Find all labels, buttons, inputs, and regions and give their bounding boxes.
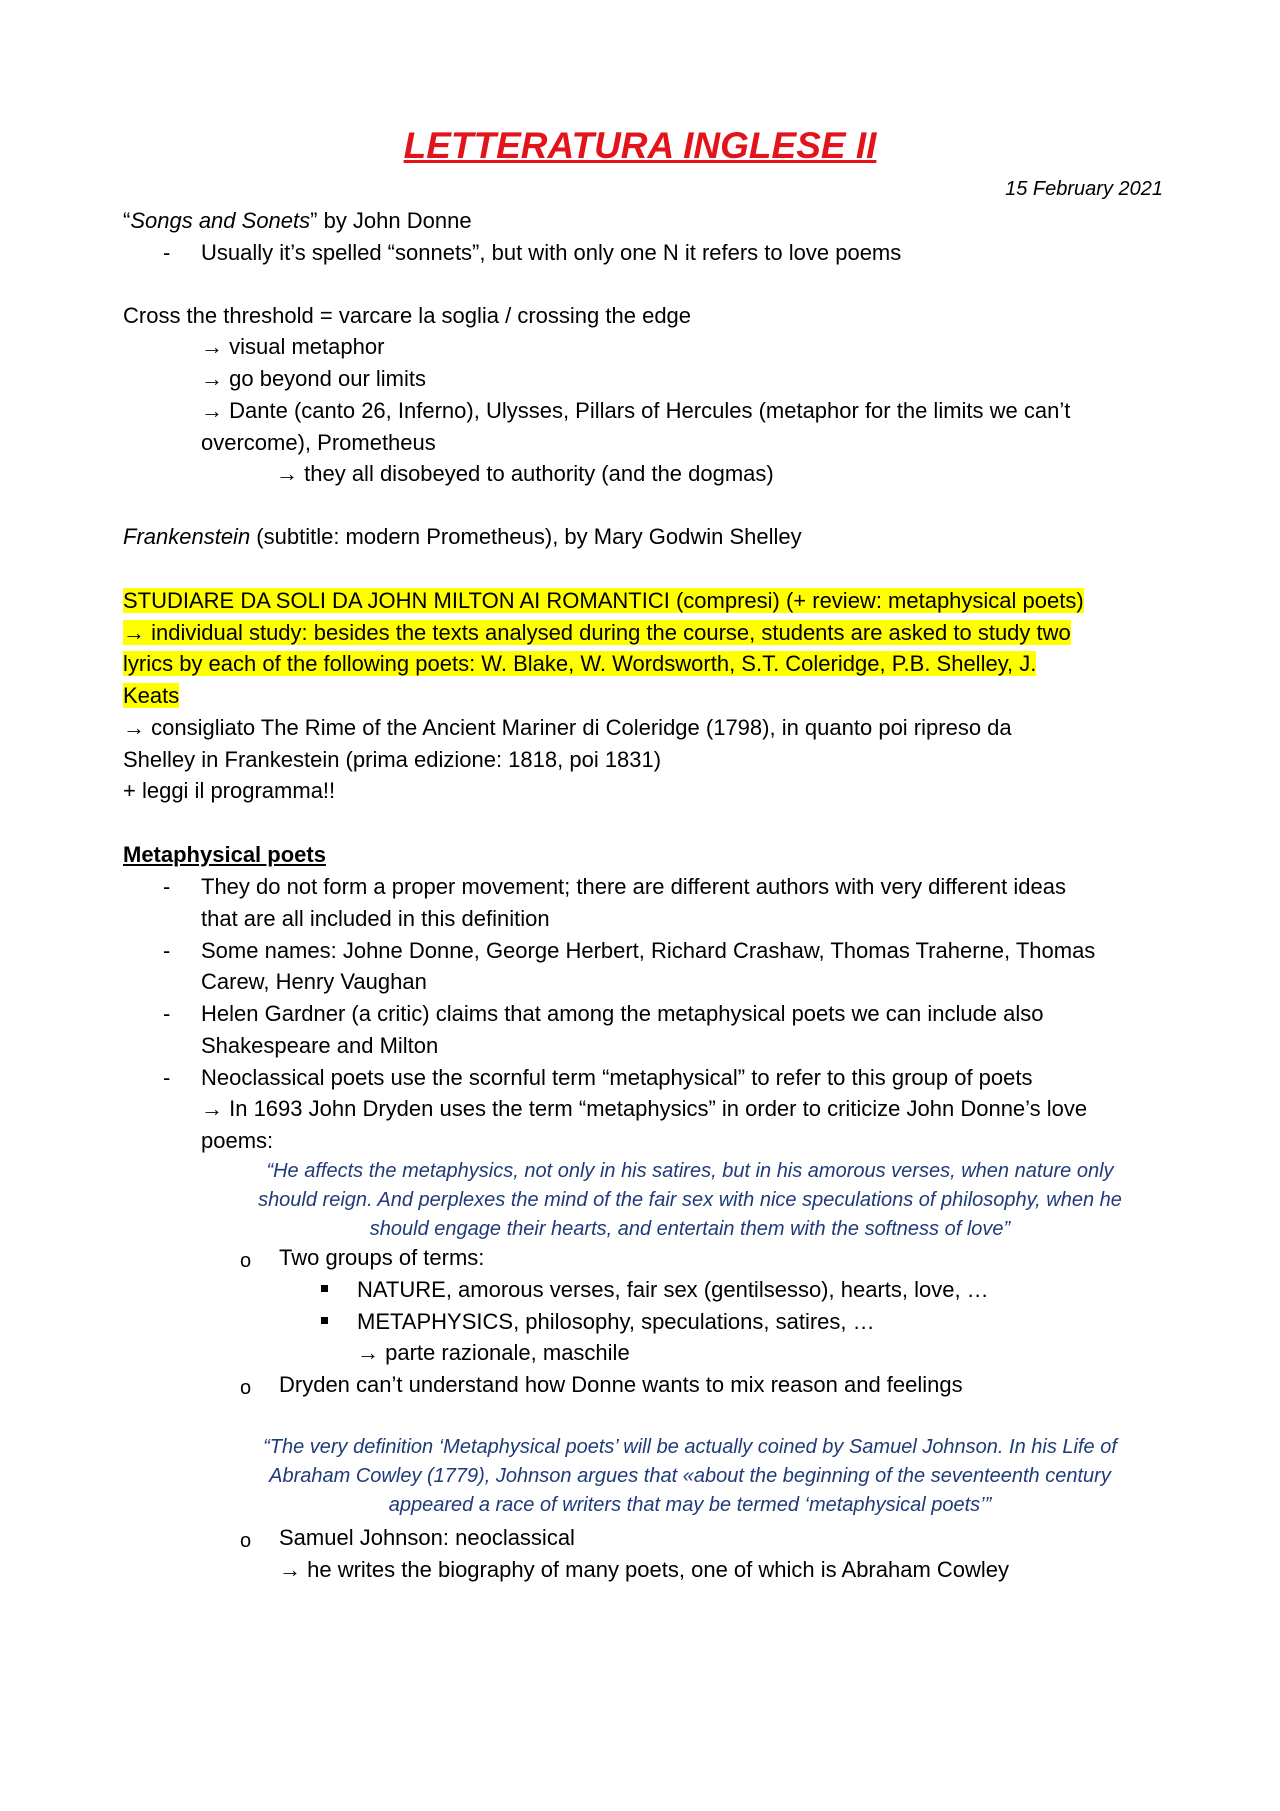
groups-label: Two groups of terms: (279, 1245, 485, 1270)
dash-bullet: - (163, 240, 171, 265)
square-bullet (321, 1285, 328, 1292)
page-title: LETTERATURA INGLESE II (403, 125, 877, 166)
frankenstein-line: Frankenstein (subtitle: modern Prometheus), by Mary Godwin Shelley (123, 524, 802, 549)
dash-bullet: - (163, 938, 171, 963)
dryden-quote: “He affects the metaphysics, not only in his satires, but in his amorous verses, when nature only should reign. And perplexes the mind of the fair sex with nice speculations of philosophy, when he should engage their hearts, and entertain them with the softness of love” (258, 1160, 1122, 1240)
bullet-line: Some names: Johne Donne, George Herbert, Richard Crashaw, Thomas Traherne, Thomas (201, 938, 1096, 963)
johnson-quote: “The very definition ‘Metaphysical poets’ will be actually coined by Samuel Johnson. In his Life of Abraham Cowley (1779), Johnson argues that «about the beginning of the seventeenth century appeared a race of writers that may be termed ‘metaphysical poets’” (263, 1436, 1117, 1516)
dryden-note: Dryden can’t understand how Donne wants to mix reason and feelings (279, 1372, 963, 1397)
threshold-item-continued: overcome), Prometheus (201, 430, 436, 455)
study-line: Shelley in Frankestein (prima edizione: 1818, poi 1831) (123, 747, 662, 772)
square-bullet (321, 1317, 328, 1324)
circle-bullet: o (240, 1377, 252, 1399)
dryden-line: poems: (201, 1128, 274, 1153)
songs-title: Songs and Sonets (130, 208, 311, 233)
dash-bullet: - (163, 874, 171, 899)
bullet-line: Shakespeare and Milton (201, 1033, 439, 1058)
johnson-sub: → he writes the biography of many poets, one of which is Abraham Cowley (279, 1557, 1010, 1582)
dryden-line: → In 1693 John Dryden uses the term “metaphysics” in order to criticize John Donne’s love (201, 1096, 1088, 1121)
johnson-line: Samuel Johnson: neoclassical (279, 1525, 575, 1550)
study-highlight-line: → individual study: besides the texts analysed during the course, students are asked to study two (123, 620, 1071, 645)
bullet-line: that are all included in this definition (201, 906, 550, 931)
dash-bullet: - (163, 1001, 171, 1026)
songs-line: “Songs and Sonets” by John Donne (123, 208, 472, 233)
study-highlight-line: Keats (123, 683, 180, 708)
document-date: 15 February 2021 (1005, 178, 1163, 200)
threshold-line: Cross the threshold = varcare la soglia / crossing the edge (123, 303, 692, 328)
threshold-item: → visual metaphor (201, 334, 385, 359)
study-highlight-line: lyrics by each of the following poets: W. Blake, W. Wordsworth, S.T. Coleridge, P.B. Shelley, J. (123, 651, 1037, 676)
study-line: → consigliato The Rime of the Ancient Mariner di Coleridge (1798), in quanto poi ripreso da (123, 715, 1012, 740)
section-heading: Metaphysical poets (123, 842, 326, 867)
bullet-line: They do not form a proper movement; there are different authors with very different ideas (201, 874, 1066, 899)
bullet-line: Neoclassical poets use the scornful term “metaphysical” to refer to this group of poets (201, 1065, 1033, 1090)
dash-bullet: - (163, 1065, 171, 1090)
study-highlight-line: STUDIARE DA SOLI DA JOHN MILTON AI ROMANTICI (compresi) (+ review: metaphysical poets) (123, 588, 1084, 613)
group-item: NATURE, amorous verses, fair sex (gentilsesso), hearts, love, … (357, 1277, 989, 1302)
group-item: METAPHYSICS, philosophy, speculations, satires, … (357, 1309, 875, 1334)
study-line: + leggi il programma!! (123, 778, 336, 803)
bullet-line: Carew, Henry Vaughan (201, 969, 427, 994)
circle-bullet: o (240, 1530, 252, 1552)
threshold-item: → go beyond our limits (201, 366, 427, 391)
songs-bullet: Usually it’s spelled “sonnets”, but with only one N it refers to love poems (201, 240, 902, 265)
bullet-line: Helen Gardner (a critic) claims that among the metaphysical poets we can include also (201, 1001, 1044, 1026)
circle-bullet: o (240, 1250, 252, 1272)
threshold-sub: → they all disobeyed to authority (and the dogmas) (276, 461, 774, 486)
threshold-item: → Dante (canto 26, Inferno), Ulysses, Pillars of Hercules (metaphor for the limits we can’t (201, 398, 1071, 423)
group-sub: → parte razionale, maschile (357, 1340, 630, 1365)
